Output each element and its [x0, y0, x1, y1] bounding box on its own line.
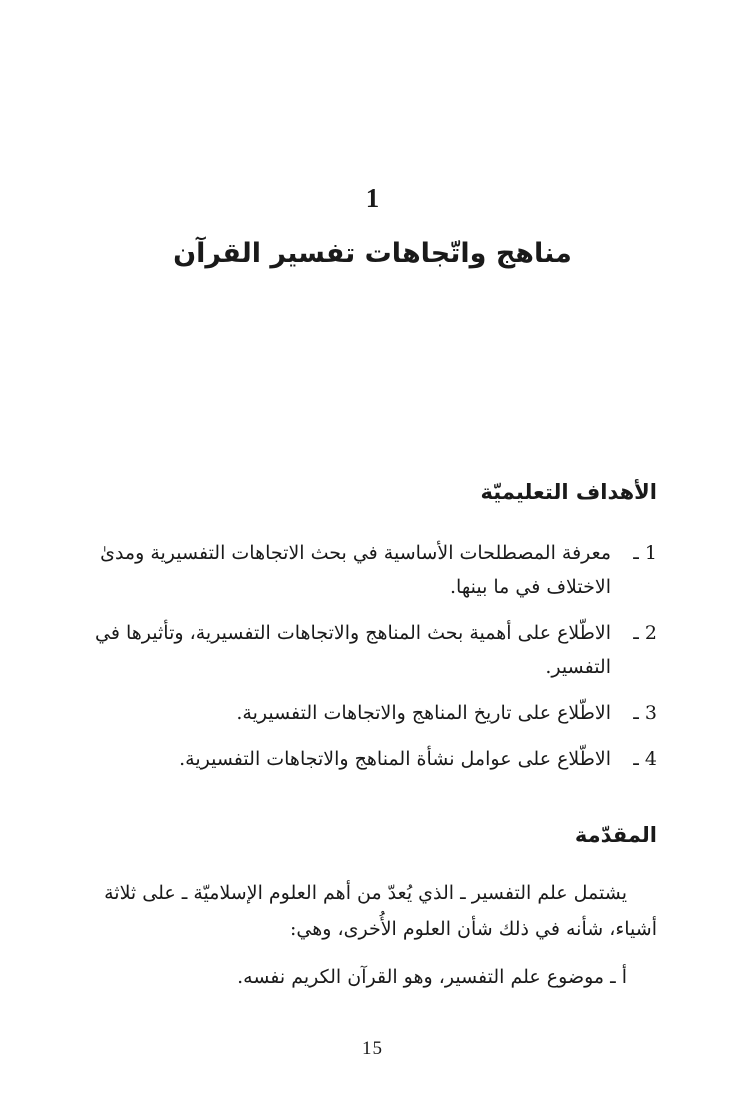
- introduction-item-a: أ ـ موضوع علم التفسير، وهو القرآن الكريم نفسه.: [237, 966, 627, 988]
- introduction-heading: المقدّمة: [574, 823, 657, 847]
- objectives-list: [82, 536, 657, 788]
- objective-text: الاطّلاع على تاريخ المناهج والاتجاهات التفسيرية.: [236, 702, 611, 724]
- objective-item: [82, 742, 657, 776]
- objective-number: 4 ـ: [633, 748, 657, 770]
- objective-number: 2 ـ: [633, 622, 657, 644]
- objective-item: [82, 616, 657, 684]
- introduction-paragraph: يشتمل علم التفسير ـ الذي يُعدّ من أهم العلوم الإسلاميّة ـ على ثلاثة أشياء، شأنه في ذلك شأن العلوم الأُخرى، وهي:: [104, 882, 657, 940]
- objective-text: الاطّلاع على أهمية بحث المناهج والاتجاهات التفسيرية، وتأثيرها في التفسير.: [95, 622, 611, 678]
- chapter-number: 1: [365, 183, 380, 213]
- objective-text: الاطّلاع على عوامل نشأة المناهج والاتجاهات التفسيرية.: [179, 748, 611, 770]
- objective-item: [82, 696, 657, 730]
- objective-item: [82, 536, 657, 604]
- objective-text: معرفة المصطلحات الأساسية في بحث الاتجاهات التفسيرية ومدىٰ الاختلاف في ما بينها.: [100, 542, 611, 598]
- objectives-heading: الأهداف التعليميّة: [480, 480, 657, 504]
- objective-number: 1 ـ: [633, 542, 657, 564]
- introduction-body: [82, 875, 657, 995]
- chapter-title: مناهج واتّجاهات تفسير القرآن: [173, 238, 572, 269]
- page-number: 15: [362, 1038, 383, 1059]
- objective-number: 3 ـ: [633, 702, 657, 724]
